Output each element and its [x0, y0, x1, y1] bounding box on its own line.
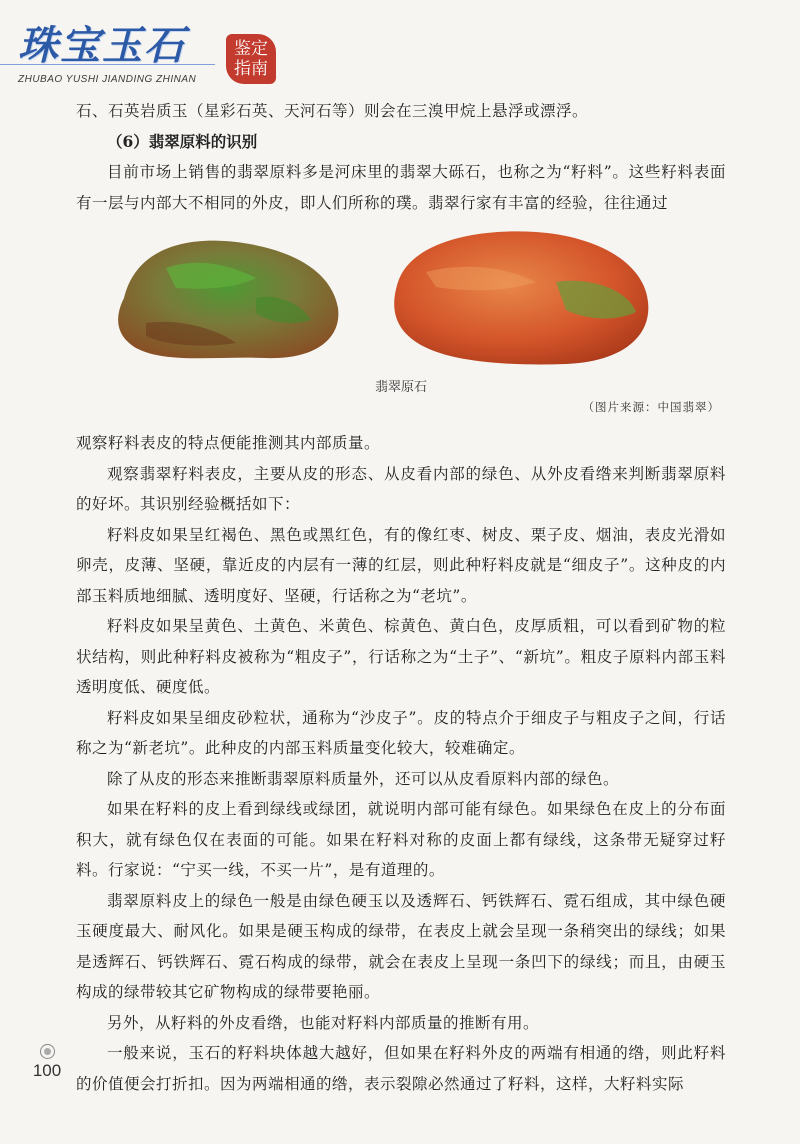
jade-stone-right-image	[386, 222, 656, 372]
logo-stamp	[226, 34, 276, 84]
page-number: 100	[32, 1061, 62, 1080]
paragraph-green-minerals: 翡翠原料皮上的绿色一般是由绿色硬玉以及透辉石、钙铁辉石、霓石组成，其中绿色硬玉硬度最大、耐风化。如果是硬玉构成的绿带，在表皮上就会呈现一条稍突出的绿线；如果是透辉石、钙铁辉石、霓石构成的绿带，就会在表皮上呈现一条凹下的绿线；而且，由硬玉构成的绿带较其它矿物构成的绿带要艳丽。	[76, 891, 726, 1001]
paragraph-cracks: 一般来说，玉石的籽料块体越大越好，但如果在籽料外皮的两端有相通的绺，则此籽料的价值便会打折扣。因为两端相通的绺，表示裂隙必然通过了籽料，这样，大籽料实际	[76, 1044, 726, 1093]
page-header	[0, 0, 800, 90]
paragraph-fine-skin: 籽料皮如果呈红褐色、黑色或黑红色，有的像红枣、树皮、栗子皮、烟油，表皮光滑如卵壳，皮薄、坚硬，靠近皮的内层有一薄的红层，则此种籽料皮就是“细皮子”。这种皮的内部玉料质地细腻、透明度好、坚硬，行话称之为“老坑”。	[76, 525, 726, 605]
section-heading: （6）翡翠原料的识别	[107, 131, 258, 151]
logo-pinyin: ZHUBAO YUSHI JIANDING ZHINAN	[18, 74, 197, 85]
paragraph-green-lines: 如果在籽料的皮上看到绿线或绿团，就说明内部可能有绿色。如果绿色在皮上的分布面积大，就有绿色仅在表面的可能。如果在籽料对称的皮面上都有绿线，这条带无疑穿过籽料。行家说：“宁买一线，不买一片”，是有道理的。	[76, 800, 726, 879]
page-body	[76, 96, 726, 1099]
paragraph-continued: 石、石英岩质玉（星彩石英、天河石等）则会在三溴甲烷上悬浮或漂浮。	[76, 102, 589, 120]
jade-figure	[76, 222, 726, 414]
paragraph-observe: 观察翡翠籽料表皮，主要从皮的形态、从皮看内部的绿色、从外皮看绺来判断翡翠原料的好坏。其识别经验概括如下：	[76, 464, 726, 513]
logo-title: 珠宝玉石	[18, 22, 186, 69]
paragraph-after-figure: 观察籽料表皮的特点便能推测其内部质量。	[76, 434, 381, 452]
header-rule	[0, 64, 215, 65]
paragraph-coarse-skin: 籽料皮如果呈黄色、土黄色、米黄色、棕黄色、黄白色，皮厚质粗，可以看到矿物的粒状结构，则此种籽料皮被称为“粗皮子”，行话称之为“土子”、“新坑”。粗皮子原料内部玉料透明度低、硬度低。	[76, 617, 726, 696]
book-logo	[14, 14, 268, 85]
paragraph-sand-skin: 籽料皮如果呈细皮砂粒状，通称为“沙皮子”。皮的特点介于细皮子与粗皮子之间，行话称之为“新老坑”。此种皮的内部玉料质量变化较大，较难确定。	[76, 708, 726, 757]
stamp-line-2: 指南	[234, 59, 268, 79]
paragraph-green-intro: 除了从皮的形态来推断翡翠原料质量外，还可以从皮看原料内部的绿色。	[107, 769, 620, 788]
page-number-circle-icon	[40, 1044, 55, 1059]
page-footer	[32, 1044, 62, 1081]
stamp-line-1: 鉴定	[234, 39, 268, 59]
figure-caption: 翡翠原石	[374, 380, 427, 395]
paragraph-cracks-intro: 另外，从籽料的外皮看绺，也能对籽料内部质量的推断有用。	[107, 1013, 540, 1032]
jade-stone-left-image	[106, 228, 346, 368]
figure-source: （图片来源：中国翡翠）	[582, 400, 720, 414]
paragraph-intro: 目前市场上销售的翡翠原料多是河床里的翡翠大砾石，也称之为“籽料”。这些籽料表面有一层与内部大不相同的外皮，即人们所称的璞。翡翠行家有丰富的经验，往往通过	[76, 163, 726, 212]
